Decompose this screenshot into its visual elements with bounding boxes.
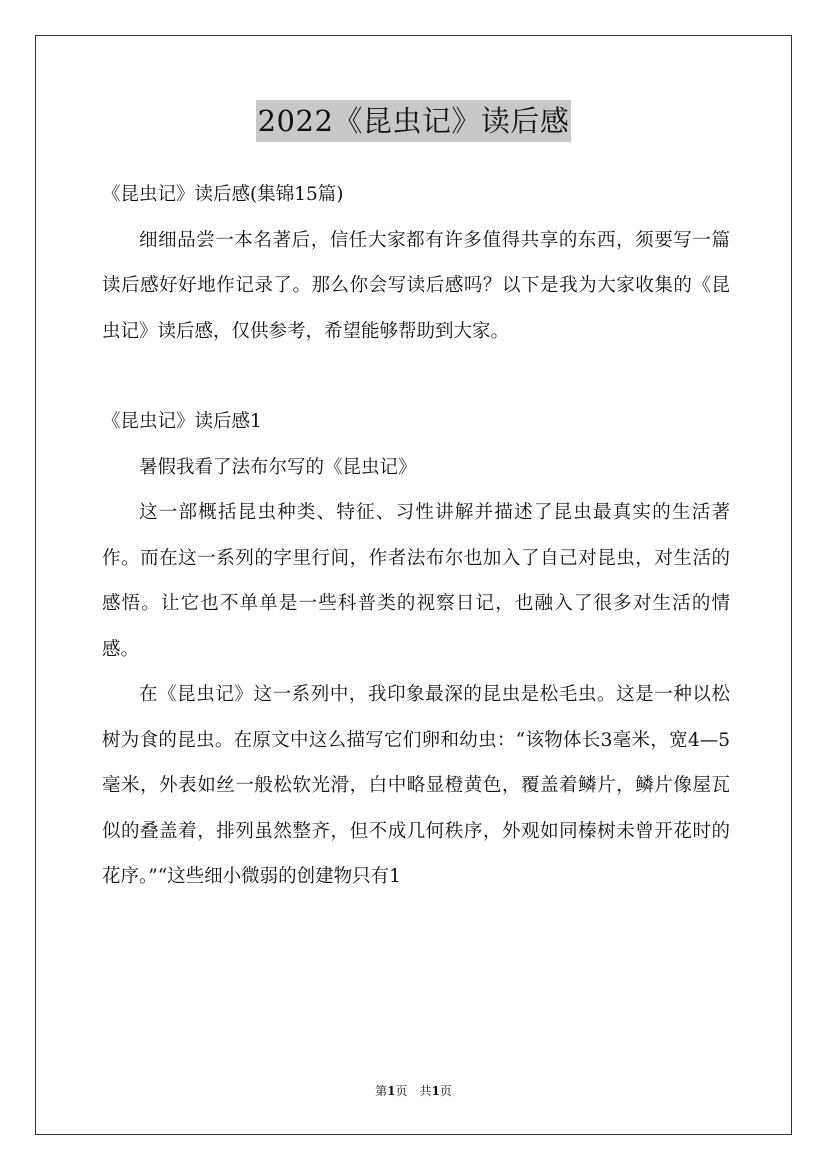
intro-paragraph: 细细品尝一本名著后，信任大家都有许多值得共享的东西，须要写一篇读后感好好地作记录了。那么你会写读后感吗？以下是我为大家收集的《昆虫记》读后感，仅供参考，希望能够帮助到大家。 xyxy=(102,229,730,342)
title-wrap xyxy=(0,100,827,142)
footer-page-suffix: 页 xyxy=(439,1084,452,1098)
document-subtitle: 《昆虫记》读后感(集锦15篇) xyxy=(102,184,344,205)
body-paragraph: 在《昆虫记》这一系列中，我印象最深的昆虫是松毛虫。这是一种以松树为食的昆虫。在原文中这么描写它们卵和幼虫：“该物体长3毫米，宽4—5毫米，外表如丝一般松软光滑，白中略显橙黄色，覆盖着鳞片，鳞片像屋瓦似的叠盖着，排列虽然整齐，但不成几何秩序，外观如同榛树未曾开花时的花序。”“这些细小微弱的创建物只有1 xyxy=(102,684,730,887)
page-footer xyxy=(0,1082,827,1100)
footer-page-prefix: 第 xyxy=(375,1084,388,1098)
section-heading: 《昆虫记》读后感1 xyxy=(102,411,262,432)
footer-page-total: 1 xyxy=(431,1084,440,1098)
footer-page-number: 1 xyxy=(387,1084,396,1098)
section-gap xyxy=(102,354,730,399)
document-title: 2022《昆虫记》读后感 xyxy=(256,100,572,142)
body-paragraph: 这一部概括昆虫种类、特征、习性讲解并描述了昆虫最真实的生活著作。而在这一系列的字里行间，作者法布尔也加入了自己对昆虫，对生活的感悟。让它也不单单是一些科普类的视察日记，也融入了很多对生活的情感。 xyxy=(102,502,730,660)
footer-page-mid: 页 共 xyxy=(395,1084,432,1098)
body-paragraph: 暑假我看了法布尔写的《昆虫记》 xyxy=(139,456,417,478)
document-body xyxy=(102,172,730,900)
